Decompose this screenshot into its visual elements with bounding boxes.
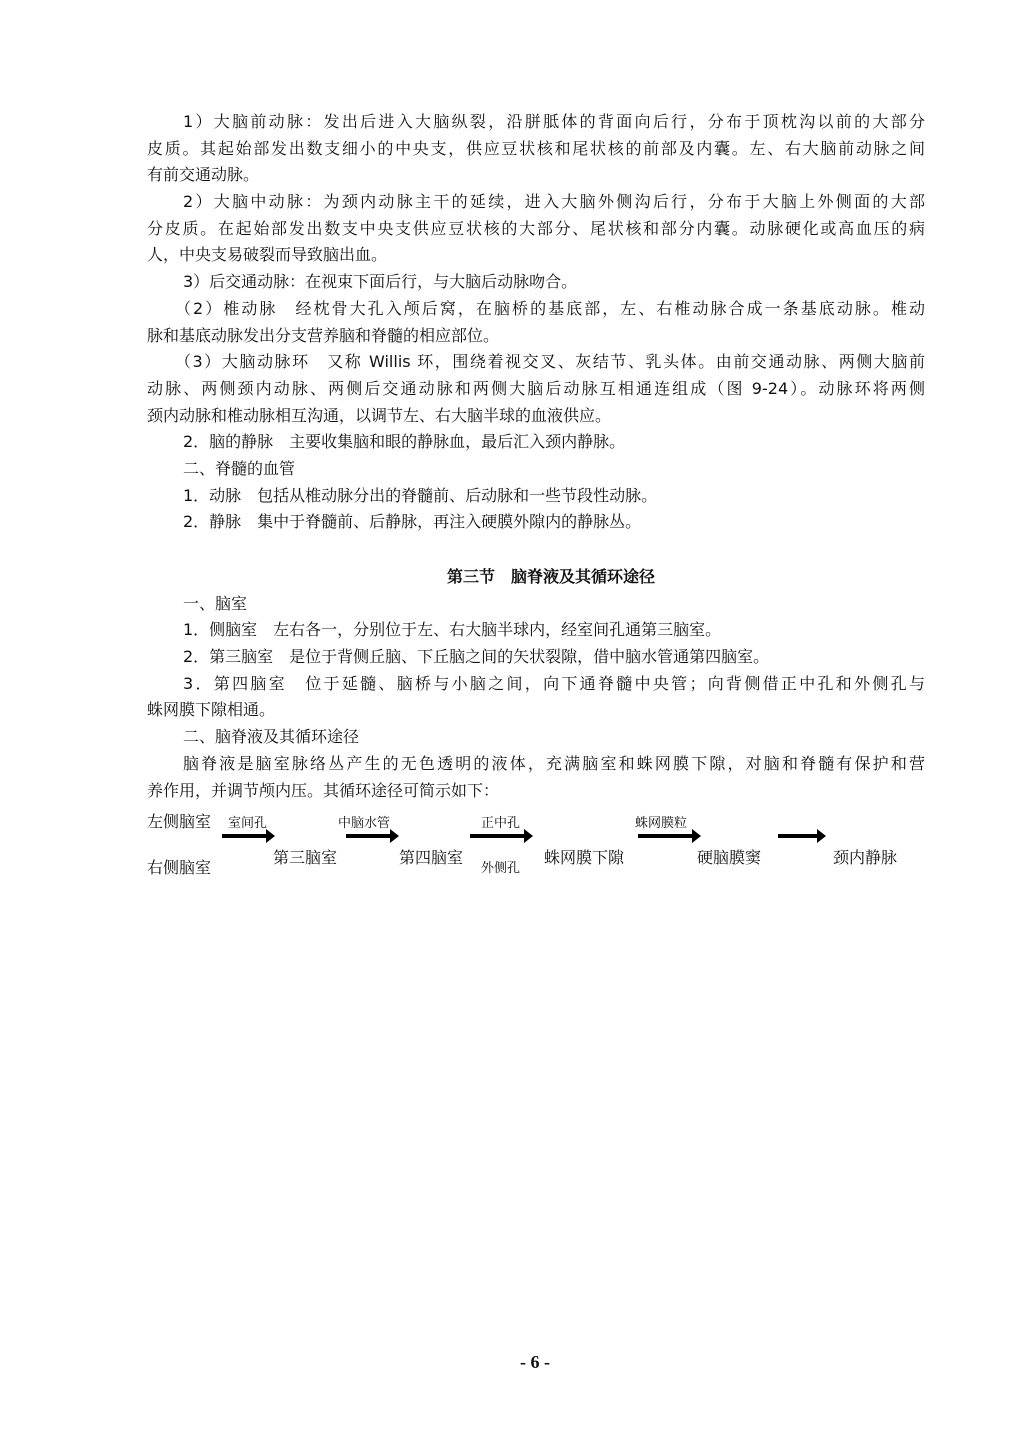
arrow-icon <box>470 834 525 838</box>
section-heading: 第三节 脑脊液及其循环途径 <box>446 567 655 586</box>
label-cerebral-aqueduct: 中脑水管 <box>338 816 391 831</box>
paragraph-line: 蛛网膜下隙相通。 <box>147 700 276 720</box>
label-lateral-aperture: 外侧孔 <box>481 861 521 876</box>
node-left-ventricle: 左侧脑室 <box>147 812 212 831</box>
arrow-icon <box>346 834 391 838</box>
paragraph-line: 人，中央支易破裂而导致脑出血。 <box>147 245 388 265</box>
paragraph-line: 养作用，并调节颅内压。其循环途径可简示如下： <box>147 780 500 800</box>
page-number: - 6 - <box>520 1352 550 1372</box>
paragraph-line: 动脉、两侧颈内动脉、两侧后交通动脉和两侧大脑后动脉互相通连组成（图 9-24）。动脉环将两侧 <box>147 378 925 398</box>
section-subheading: 二、脊髓的血管 <box>183 458 296 478</box>
node-subarachnoid-space: 蛛网膜下隙 <box>544 848 625 867</box>
node-third-ventricle: 第三脑室 <box>273 848 338 867</box>
section-subheading: 一、脑室 <box>183 593 248 613</box>
arrow-icon <box>638 834 693 838</box>
node-jugular-vein: 颈内静脉 <box>833 848 898 867</box>
paragraph-line: 1．动脉 包括从椎动脉分出的脊髓前、后动脉和一些节段性动脉。 <box>183 485 658 505</box>
paragraph-line: 3）后交通动脉：在视束下面后行，与大脑后动脉吻合。 <box>183 272 578 292</box>
paragraph-line: 颈内动脉和椎动脉相互沟通，以调节左、右大脑半球的血液供应。 <box>147 405 612 425</box>
paragraph-line: （3）大脑动脉环 又称 Willis 环，围绕着视交叉、灰结节、乳头体。由前交通动脉、两侧大脑前 <box>175 352 925 372</box>
label-interventricular-foramen: 室间孔 <box>228 816 268 831</box>
paragraph-line: 皮质。其起始部发出数支细小的中央支，供应豆状核和尾状核的前部及内囊。左、右大脑前动脉之间 <box>147 138 925 158</box>
paragraph-line: 2）大脑中动脉：为颈内动脉主干的延续，进入大脑外侧沟后行，分布于大脑上外侧面的大部 <box>183 192 925 212</box>
paragraph-line: 脉和基底动脉发出分支营养脑和脊髓的相应部位。 <box>147 325 500 345</box>
node-dural-sinus: 硬脑膜窦 <box>697 848 762 867</box>
arrow-icon <box>222 834 267 838</box>
paragraph-line: 有前交通动脉。 <box>147 165 260 185</box>
paragraph-line: 2．静脉 集中于脊髓前、后静脉，再注入硬膜外隙内的静脉丛。 <box>183 512 642 532</box>
node-fourth-ventricle: 第四脑室 <box>399 848 464 867</box>
paragraph-line: 分皮质。在起始部发出数支中央支供应豆状核的大部分、尾状核和部分内囊。动脉硬化或高血压的病 <box>147 218 925 238</box>
section-subheading: 二、脑脊液及其循环途径 <box>183 727 360 747</box>
paragraph-line: （2）椎动脉 经枕骨大孔入颅后窝，在脑桥的基底部，左、右椎动脉合成一条基底动脉。椎动 <box>175 298 925 318</box>
label-arachnoid-granulations: 蛛网膜粒 <box>635 816 688 831</box>
paragraph-line: 2．第三脑室 是位于背侧丘脑、下丘脑之间的矢状裂隙，借中脑水管通第四脑室。 <box>183 647 770 667</box>
paragraph-line: 2．脑的静脉 主要收集脑和眼的静脉血，最后汇入颈内静脉。 <box>183 432 626 452</box>
paragraph-line: 1．侧脑室 左右各一，分别位于左、右大脑半球内，经室间孔通第三脑室。 <box>183 620 722 640</box>
paragraph-line: 1）大脑前动脉：发出后进入大脑纵裂，沿胼胝体的背面向后行，分布于顶枕沟以前的大部分 <box>183 112 925 131</box>
label-median-aperture: 正中孔 <box>481 816 521 831</box>
body-text <box>147 109 925 804</box>
node-right-ventricle: 右侧脑室 <box>147 858 212 877</box>
paragraph-line: 3．第四脑室 位于延髓、脑桥与小脑之间，向下通脊髓中央管；向背侧借正中孔和外侧孔与 <box>183 673 925 693</box>
paragraph-line: 脑脊液是脑室脉络丛产生的无色透明的液体，充满脑室和蛛网膜下隙，对脑和脊髓有保护和营 <box>183 753 925 773</box>
arrow-icon <box>778 834 818 838</box>
